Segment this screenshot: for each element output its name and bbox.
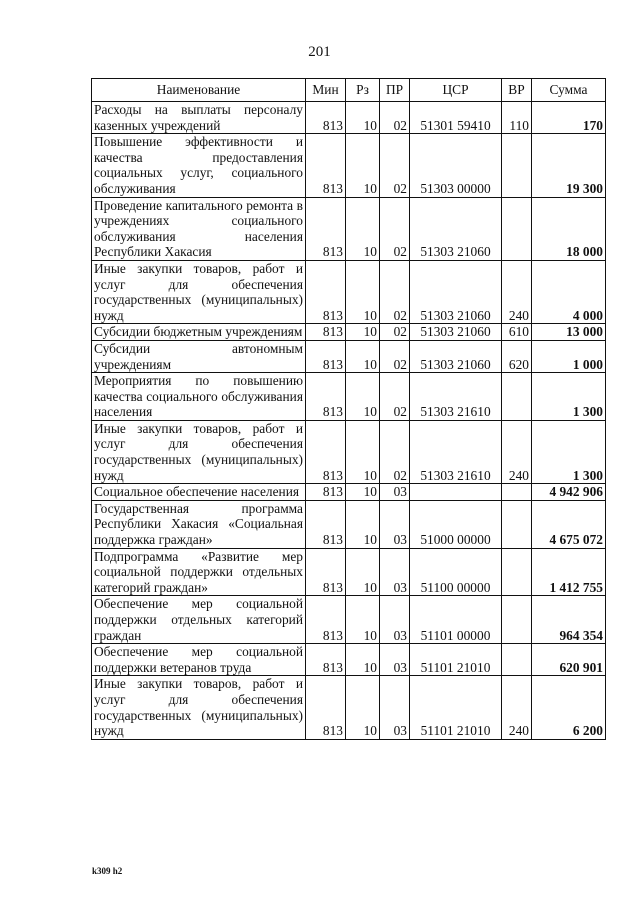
- row-min: 813: [306, 373, 346, 421]
- column-header-csr: ЦСР: [410, 79, 502, 102]
- row-name: Иные закупки товаров, работ и услуг для обеспечения государственных (муниципальных) нужд: [92, 676, 306, 739]
- table-row: [92, 596, 606, 644]
- row-sum: 4 000: [532, 260, 606, 323]
- row-pr: 03: [380, 484, 410, 501]
- table-row: [92, 102, 606, 134]
- row-rz: 10: [346, 548, 380, 596]
- row-name: Иные закупки товаров, работ и услуг для обеспечения государственных (муниципальных) нужд: [92, 420, 306, 483]
- row-csr: 51303 00000: [410, 134, 502, 197]
- table-row: [92, 676, 606, 739]
- row-vr: [502, 596, 532, 644]
- row-rz: 10: [346, 102, 380, 134]
- column-header-sum: Сумма: [532, 79, 606, 102]
- row-name: Подпрограмма «Развитие мер социальной поддержки отдельных категорий граждан»: [92, 548, 306, 596]
- row-rz: 10: [346, 260, 380, 323]
- row-sum: 13 000: [532, 324, 606, 341]
- row-vr: 110: [502, 102, 532, 134]
- row-csr: [410, 484, 502, 501]
- row-csr: 51101 00000: [410, 596, 502, 644]
- row-name: Расходы на выплаты персоналу казенных учреждений: [92, 102, 306, 134]
- table-row: [92, 260, 606, 323]
- row-sum: 6 200: [532, 676, 606, 739]
- row-min: 813: [306, 484, 346, 501]
- row-sum: 4 675 072: [532, 500, 606, 548]
- row-sum: 964 354: [532, 596, 606, 644]
- row-csr: 51303 21610: [410, 373, 502, 421]
- row-vr: [502, 548, 532, 596]
- table-row: [92, 484, 606, 501]
- row-rz: 10: [346, 644, 380, 676]
- footer-code: k309 h2: [92, 866, 123, 876]
- row-csr: 51101 21010: [410, 676, 502, 739]
- row-rz: 10: [346, 500, 380, 548]
- column-header-pr: ПР: [380, 79, 410, 102]
- row-csr: 51303 21060: [410, 260, 502, 323]
- row-pr: 02: [380, 260, 410, 323]
- row-pr: 02: [380, 102, 410, 134]
- row-sum: 1 300: [532, 420, 606, 483]
- row-pr: 03: [380, 644, 410, 676]
- column-header-min: Мин: [306, 79, 346, 102]
- row-name: Иные закупки товаров, работ и услуг для обеспечения государственных (муниципальных) нужд: [92, 260, 306, 323]
- row-vr: 240: [502, 260, 532, 323]
- row-min: 813: [306, 102, 346, 134]
- row-pr: 03: [380, 500, 410, 548]
- row-rz: 10: [346, 676, 380, 739]
- page-number: 201: [308, 44, 331, 60]
- row-rz: 10: [346, 324, 380, 341]
- row-sum: 19 300: [532, 134, 606, 197]
- row-sum: 1 412 755: [532, 548, 606, 596]
- row-pr: 02: [380, 197, 410, 260]
- row-pr: 02: [380, 134, 410, 197]
- row-name: Мероприятия по повышению качества социального обслуживания населения: [92, 373, 306, 421]
- row-vr: 620: [502, 340, 532, 372]
- row-sum: 4 942 906: [532, 484, 606, 501]
- table-row: [92, 373, 606, 421]
- table-row: [92, 324, 606, 341]
- row-pr: 02: [380, 324, 410, 341]
- row-min: 813: [306, 420, 346, 483]
- row-min: 813: [306, 197, 346, 260]
- row-rz: 10: [346, 134, 380, 197]
- row-csr: 51303 21060: [410, 324, 502, 341]
- row-sum: 1 300: [532, 373, 606, 421]
- row-csr: 51303 21060: [410, 340, 502, 372]
- table-row: [92, 197, 606, 260]
- row-vr: [502, 373, 532, 421]
- row-csr: 51301 59410: [410, 102, 502, 134]
- row-vr: [502, 197, 532, 260]
- row-rz: 10: [346, 373, 380, 421]
- row-min: 813: [306, 676, 346, 739]
- row-vr: [502, 500, 532, 548]
- row-pr: 03: [380, 596, 410, 644]
- table-row: [92, 644, 606, 676]
- row-sum: 620 901: [532, 644, 606, 676]
- row-min: 813: [306, 644, 346, 676]
- row-name: Субсидии автономным учреждениям: [92, 340, 306, 372]
- column-header-rz: Рз: [346, 79, 380, 102]
- table-row: [92, 500, 606, 548]
- row-name: Субсидии бюджетным учреждениям: [92, 324, 306, 341]
- row-vr: [502, 644, 532, 676]
- row-min: 813: [306, 134, 346, 197]
- row-sum: 18 000: [532, 197, 606, 260]
- row-name: Проведение капитального ремонта в учреждениях социального обслуживания населения Республики Хакасия: [92, 197, 306, 260]
- row-min: 813: [306, 596, 346, 644]
- row-vr: 240: [502, 676, 532, 739]
- table-row: [92, 134, 606, 197]
- row-csr: 51303 21610: [410, 420, 502, 483]
- row-pr: 02: [380, 340, 410, 372]
- column-header-name: Наименование: [92, 79, 306, 102]
- row-name: Обеспечение мер социальной поддержки отдельных категорий граждан: [92, 596, 306, 644]
- row-vr: [502, 484, 532, 501]
- row-sum: 170: [532, 102, 606, 134]
- row-vr: 240: [502, 420, 532, 483]
- row-name: Повышение эффективности и качества предоставления социальных услуг, социального обслуживания: [92, 134, 306, 197]
- row-sum: 1 000: [532, 340, 606, 372]
- row-pr: 03: [380, 676, 410, 739]
- row-pr: 03: [380, 548, 410, 596]
- row-pr: 02: [380, 373, 410, 421]
- row-csr: 51303 21060: [410, 197, 502, 260]
- row-csr: 51100 00000: [410, 548, 502, 596]
- row-rz: 10: [346, 596, 380, 644]
- row-name: Государственная программа Республики Хакасия «Социальная поддержка граждан»: [92, 500, 306, 548]
- row-min: 813: [306, 260, 346, 323]
- table-row: [92, 420, 606, 483]
- table-row: [92, 548, 606, 596]
- row-name: Социальное обеспечение населения: [92, 484, 306, 501]
- row-vr: [502, 134, 532, 197]
- row-rz: 10: [346, 420, 380, 483]
- row-rz: 10: [346, 197, 380, 260]
- row-rz: 10: [346, 484, 380, 501]
- row-csr: 51000 00000: [410, 500, 502, 548]
- table-header-row: [92, 79, 606, 102]
- row-min: 813: [306, 500, 346, 548]
- row-csr: 51101 21010: [410, 644, 502, 676]
- row-name: Обеспечение мер социальной поддержки ветеранов труда: [92, 644, 306, 676]
- column-header-vr: ВР: [502, 79, 532, 102]
- row-min: 813: [306, 324, 346, 341]
- row-min: 813: [306, 340, 346, 372]
- row-pr: 02: [380, 420, 410, 483]
- budget-table: [91, 78, 606, 740]
- table-row: [92, 340, 606, 372]
- row-rz: 10: [346, 340, 380, 372]
- row-vr: 610: [502, 324, 532, 341]
- row-min: 813: [306, 548, 346, 596]
